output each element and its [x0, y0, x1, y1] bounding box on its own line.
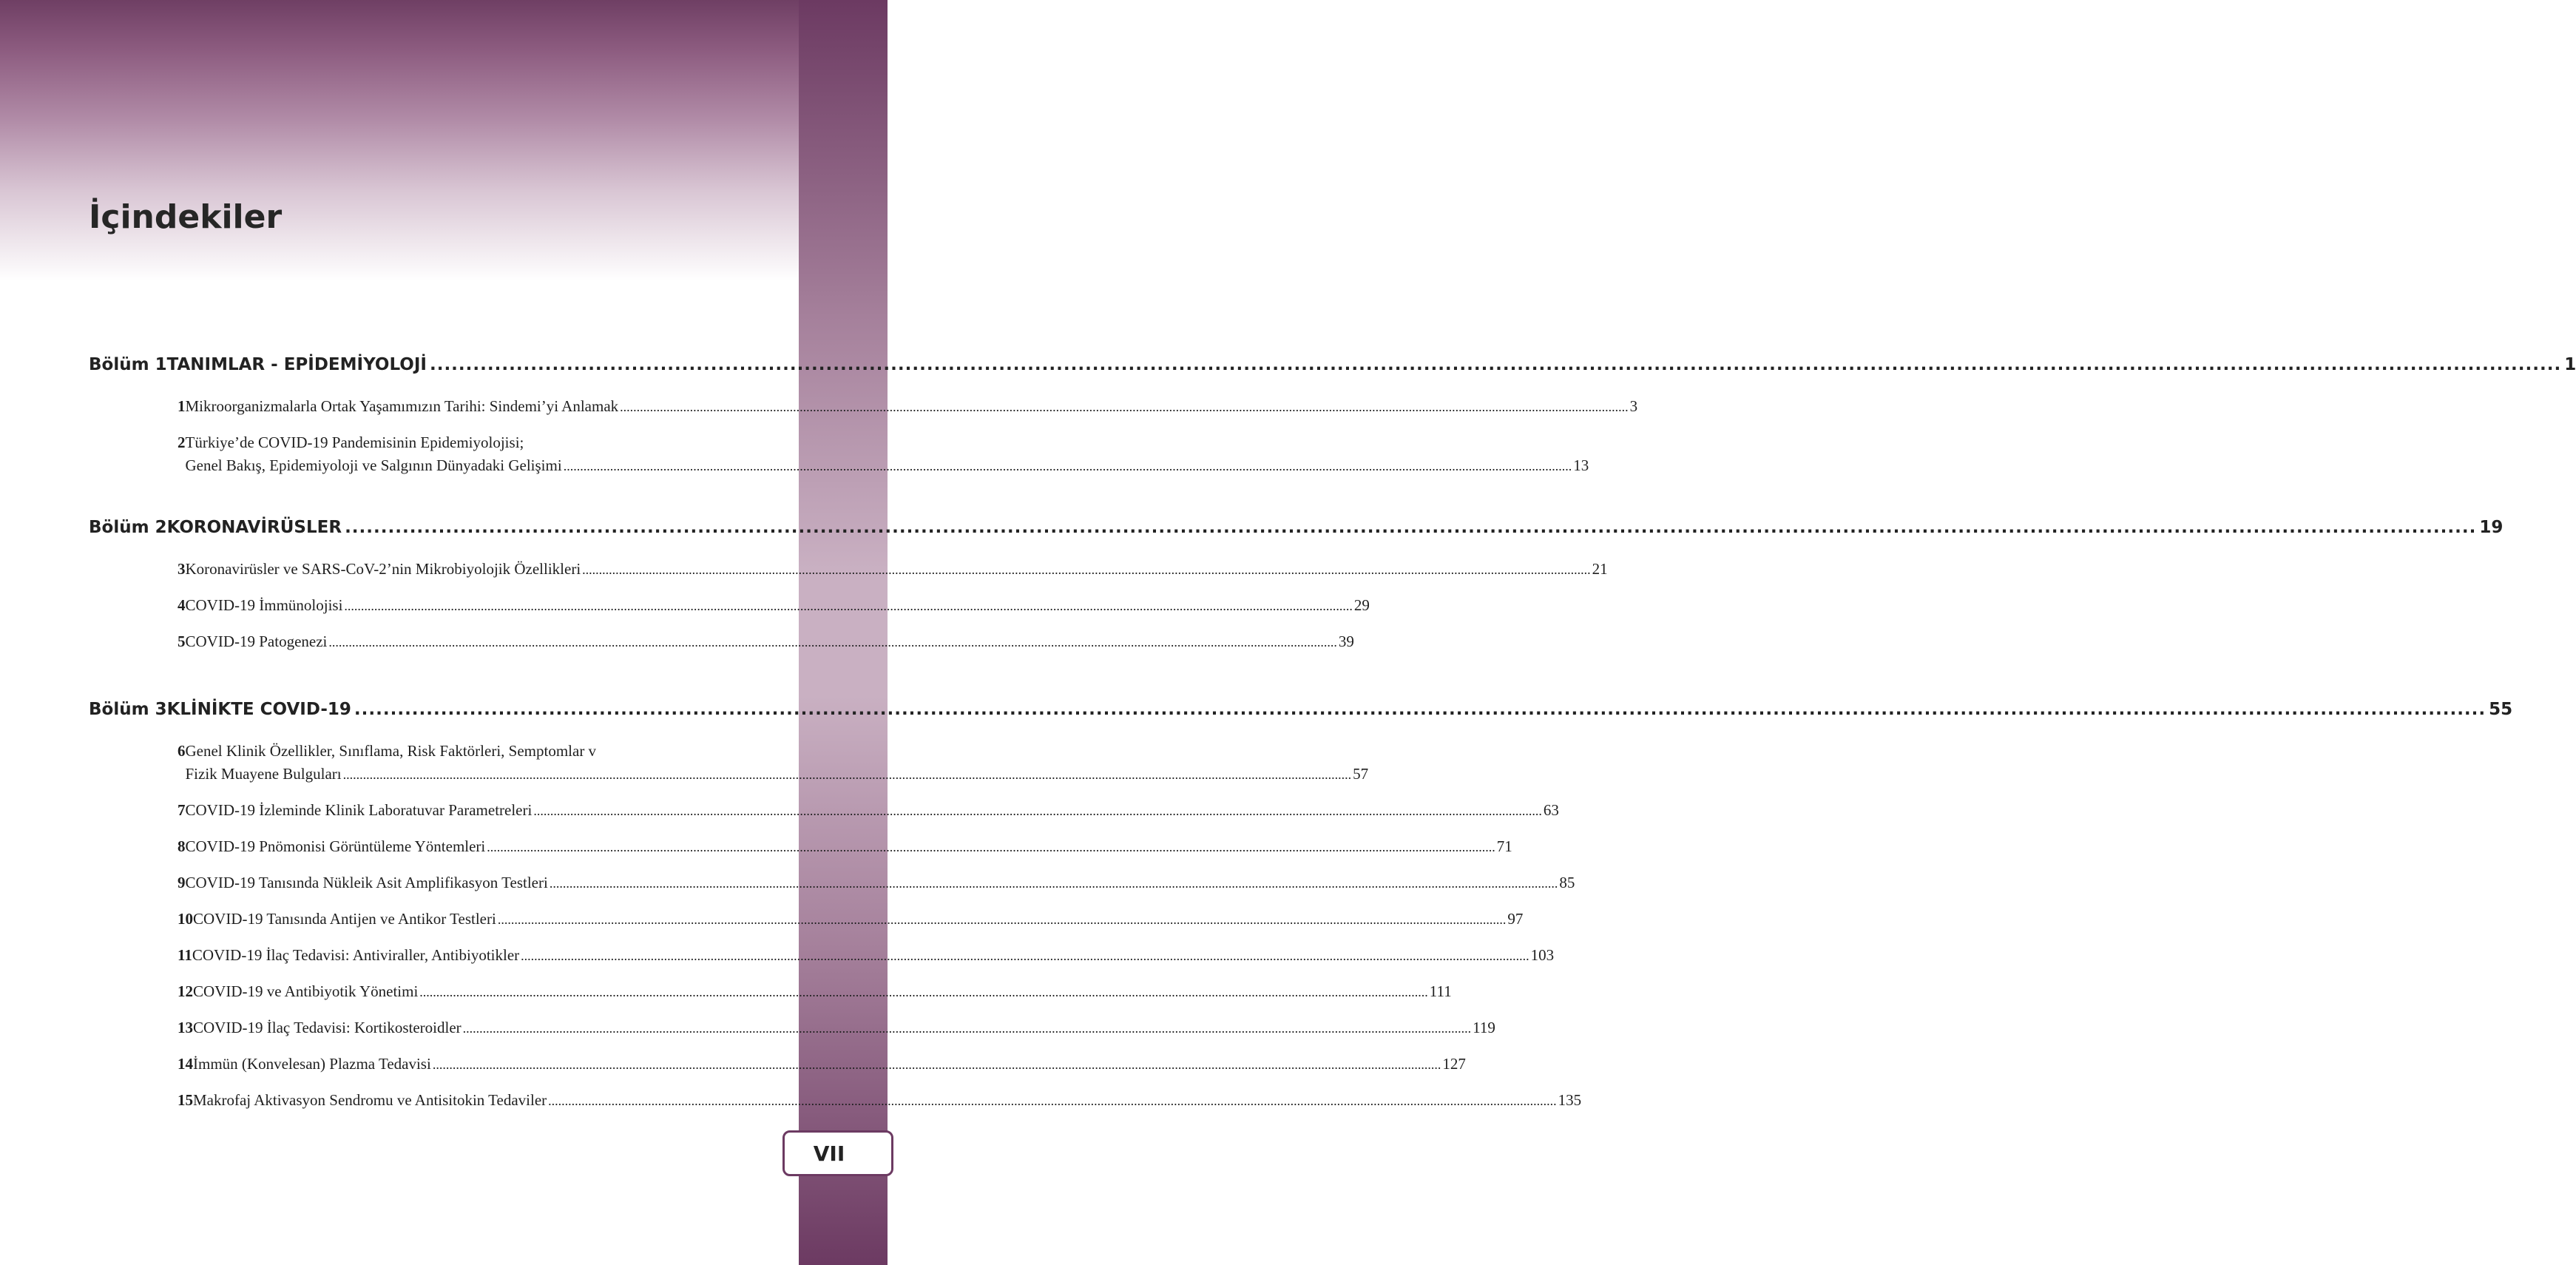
chapter-list	[89, 740, 1582, 1113]
dot-leader	[433, 1053, 1441, 1076]
chapter-page-number: 103	[1530, 946, 1555, 964]
chapter-body	[186, 835, 1512, 859]
chapter-title-line	[192, 944, 1554, 968]
chapter-body	[193, 1016, 1495, 1040]
chapter-entry[interactable]	[89, 980, 1452, 1004]
chapter-title-line	[193, 1053, 1466, 1076]
chapter-page-number: 3	[1629, 397, 1638, 415]
chapter-entry[interactable]	[89, 594, 1370, 618]
chapter-number: 14	[178, 1055, 193, 1073]
chapter-title-line	[186, 799, 1559, 823]
header-gradient-band	[0, 0, 799, 281]
chapter-body	[186, 740, 1369, 786]
chapter-title: COVID-19 Tanısında Nükleik Asit Amplifikasyon Testleri	[185, 874, 548, 891]
chapter-entry[interactable]	[89, 431, 1589, 478]
chapter-title: COVID-19 İlaç Tedavisi: Kortikosteroidler	[193, 1019, 462, 1036]
section-label: Bölüm 3	[89, 700, 167, 719]
chapter-title-line	[186, 431, 1589, 454]
chapter-number: 4	[178, 596, 186, 614]
page-number: VII	[813, 1141, 845, 1166]
chapter-title: Genel Bakış, Epidemiyoloji ve Salgının Dünyadaki Gelişimi	[185, 456, 562, 474]
toc-section	[89, 518, 2504, 654]
chapter-entry[interactable]	[89, 908, 1524, 931]
chapter-title: COVID-19 İlaç Tedavisi: Antiviraller, Antibiyotikler	[192, 946, 520, 964]
section-label: Bölüm 1	[89, 355, 167, 374]
chapter-body	[186, 395, 1638, 419]
dot-leader	[354, 700, 2486, 719]
chapter-title: COVID-19 Tanısında Antijen ve Antikor Testleri	[193, 910, 496, 928]
chapter-title: COVID-19 ve Antibiyotik Yönetimi	[193, 982, 419, 1000]
table-of-contents	[89, 355, 2576, 1125]
chapter-page-number: 63	[1543, 801, 1559, 819]
dot-leader	[344, 595, 1353, 618]
chapter-body	[186, 431, 1589, 478]
dot-leader	[564, 455, 1572, 478]
dot-leader	[533, 800, 1542, 823]
chapter-title-line	[186, 740, 1369, 763]
chapter-title: İmmün (Konvelesan) Plazma Tedavisi	[193, 1055, 431, 1073]
chapter-page-number: 97	[1507, 910, 1524, 928]
chapter-body	[192, 944, 1554, 968]
chapter-title: Mikroorganizmalarla Ortak Yaşamımızın Tarihi: Sindemi’yi Anlamak	[185, 397, 619, 415]
section-title: TANIMLAR - EPİDEMİYOLOJİ	[166, 355, 427, 374]
section-label: Bölüm 2	[89, 518, 167, 537]
chapter-page-number: 29	[1353, 596, 1370, 614]
chapter-entry[interactable]	[89, 1089, 1582, 1113]
chapter-body	[193, 908, 1523, 931]
chapter-body	[186, 630, 1354, 654]
dot-leader	[550, 872, 1558, 895]
chapter-list	[89, 558, 1608, 654]
chapter-body	[186, 799, 1559, 823]
chapter-entry[interactable]	[89, 871, 1575, 895]
section-page-number: 1	[2564, 355, 2576, 374]
chapter-body	[186, 871, 1575, 895]
chapter-page-number: 119	[1473, 1019, 1495, 1036]
chapter-number: 5	[178, 632, 186, 650]
chapter-title-line	[186, 763, 1369, 786]
chapter-page-number: 39	[1338, 632, 1354, 650]
section-title: KLİNİKTE COVID-19	[166, 700, 351, 719]
chapter-title: Türkiye’de COVID-19 Pandemisinin Epidemiyolojisi;	[185, 434, 524, 451]
dot-leader	[343, 763, 1352, 786]
toc-section	[89, 355, 2576, 478]
chapter-title-line	[186, 454, 1589, 478]
dot-leader	[345, 518, 2476, 537]
chapter-title: Makrofaj Aktivasyon Sendromu ve Antisitokin Tedaviler	[193, 1091, 547, 1109]
chapter-entry[interactable]	[89, 835, 1512, 859]
chapter-title: COVID-19 Patogenezi	[185, 632, 328, 650]
chapter-number: 3	[178, 560, 186, 578]
chapter-title-line	[193, 1089, 1581, 1113]
chapter-number: 11	[178, 946, 192, 964]
section-page-number: 55	[2489, 700, 2513, 719]
chapter-number: 8	[178, 837, 186, 855]
chapter-body	[193, 1053, 1466, 1076]
dot-leader	[328, 631, 1337, 654]
chapter-number: 13	[178, 1019, 193, 1036]
chapter-page-number: 57	[1353, 765, 1369, 783]
chapter-title: COVID-19 Pnömonisi Görüntüleme Yöntemleri	[185, 837, 486, 855]
chapter-page-number: 21	[1592, 560, 1608, 578]
page-number-tab	[782, 1130, 893, 1176]
section-heading[interactable]	[89, 518, 2504, 547]
chapter-title-line	[186, 594, 1370, 618]
chapter-number: 10	[178, 910, 193, 928]
chapter-entry[interactable]	[89, 630, 1354, 654]
dot-leader	[498, 908, 1507, 931]
chapter-number: 9	[178, 874, 186, 891]
chapter-title: COVID-19 İmmünolojisi	[185, 596, 343, 614]
chapter-body	[186, 558, 1608, 581]
dot-leader	[419, 981, 1428, 1004]
section-page-number: 19	[2479, 518, 2504, 537]
chapter-title-line	[193, 980, 1452, 1004]
chapter-title-line	[186, 871, 1575, 895]
dot-leader	[620, 396, 1629, 419]
chapter-list	[89, 395, 1638, 478]
chapter-body	[193, 1089, 1581, 1113]
dot-leader	[548, 1090, 1557, 1113]
chapter-page-number: 135	[1558, 1091, 1582, 1109]
chapter-number: 7	[178, 801, 186, 819]
chapter-entry[interactable]	[89, 1016, 1495, 1040]
chapter-entry[interactable]	[89, 740, 1369, 786]
chapter-title-line	[193, 908, 1523, 931]
section-title: KORONAVİRÜSLER	[166, 518, 342, 537]
dot-leader	[487, 836, 1495, 859]
dot-leader	[430, 355, 2561, 374]
chapter-title: Fizik Muayene Bulguları	[185, 765, 342, 783]
chapter-number: 12	[178, 982, 193, 1000]
dot-leader	[521, 945, 1529, 968]
chapter-body	[186, 594, 1370, 618]
chapter-title: Genel Klinik Özellikler, Sınıflama, Risk Faktörleri, Semptomlar v	[185, 742, 597, 760]
chapter-body	[193, 980, 1452, 1004]
chapter-page-number: 13	[1573, 456, 1589, 474]
section-heading[interactable]	[89, 355, 2576, 385]
chapter-entry[interactable]	[89, 558, 1608, 581]
chapter-title-line	[193, 1016, 1495, 1040]
chapter-title: COVID-19 İzleminde Klinik Laboratuvar Parametreleri	[185, 801, 533, 819]
toc-section	[89, 700, 2513, 1113]
dot-leader	[463, 1017, 1472, 1040]
chapter-page-number: 85	[1559, 874, 1575, 891]
chapter-entry[interactable]	[89, 395, 1638, 419]
chapter-title-line	[186, 558, 1608, 581]
chapter-entry[interactable]	[89, 944, 1555, 968]
chapter-page-number: 127	[1442, 1055, 1466, 1073]
chapter-entry[interactable]	[89, 799, 1559, 823]
chapter-title-line	[186, 630, 1354, 654]
chapter-number: 6	[178, 742, 186, 760]
chapter-title: Koronavirüsler ve SARS-CoV-2’nin Mikrobiyolojik Özellikleri	[185, 560, 581, 578]
chapter-number: 15	[178, 1091, 193, 1109]
section-heading[interactable]	[89, 700, 2513, 729]
chapter-number: 2	[178, 434, 186, 451]
chapter-page-number: 111	[1429, 982, 1452, 1000]
chapter-page-number: 71	[1496, 837, 1512, 855]
chapter-title-line	[186, 835, 1512, 859]
page-title: İçindekiler	[89, 198, 283, 236]
chapter-entry[interactable]	[89, 1053, 1466, 1076]
chapter-title-line	[186, 395, 1638, 419]
chapter-number: 1	[178, 397, 186, 415]
dot-leader	[582, 559, 1591, 581]
